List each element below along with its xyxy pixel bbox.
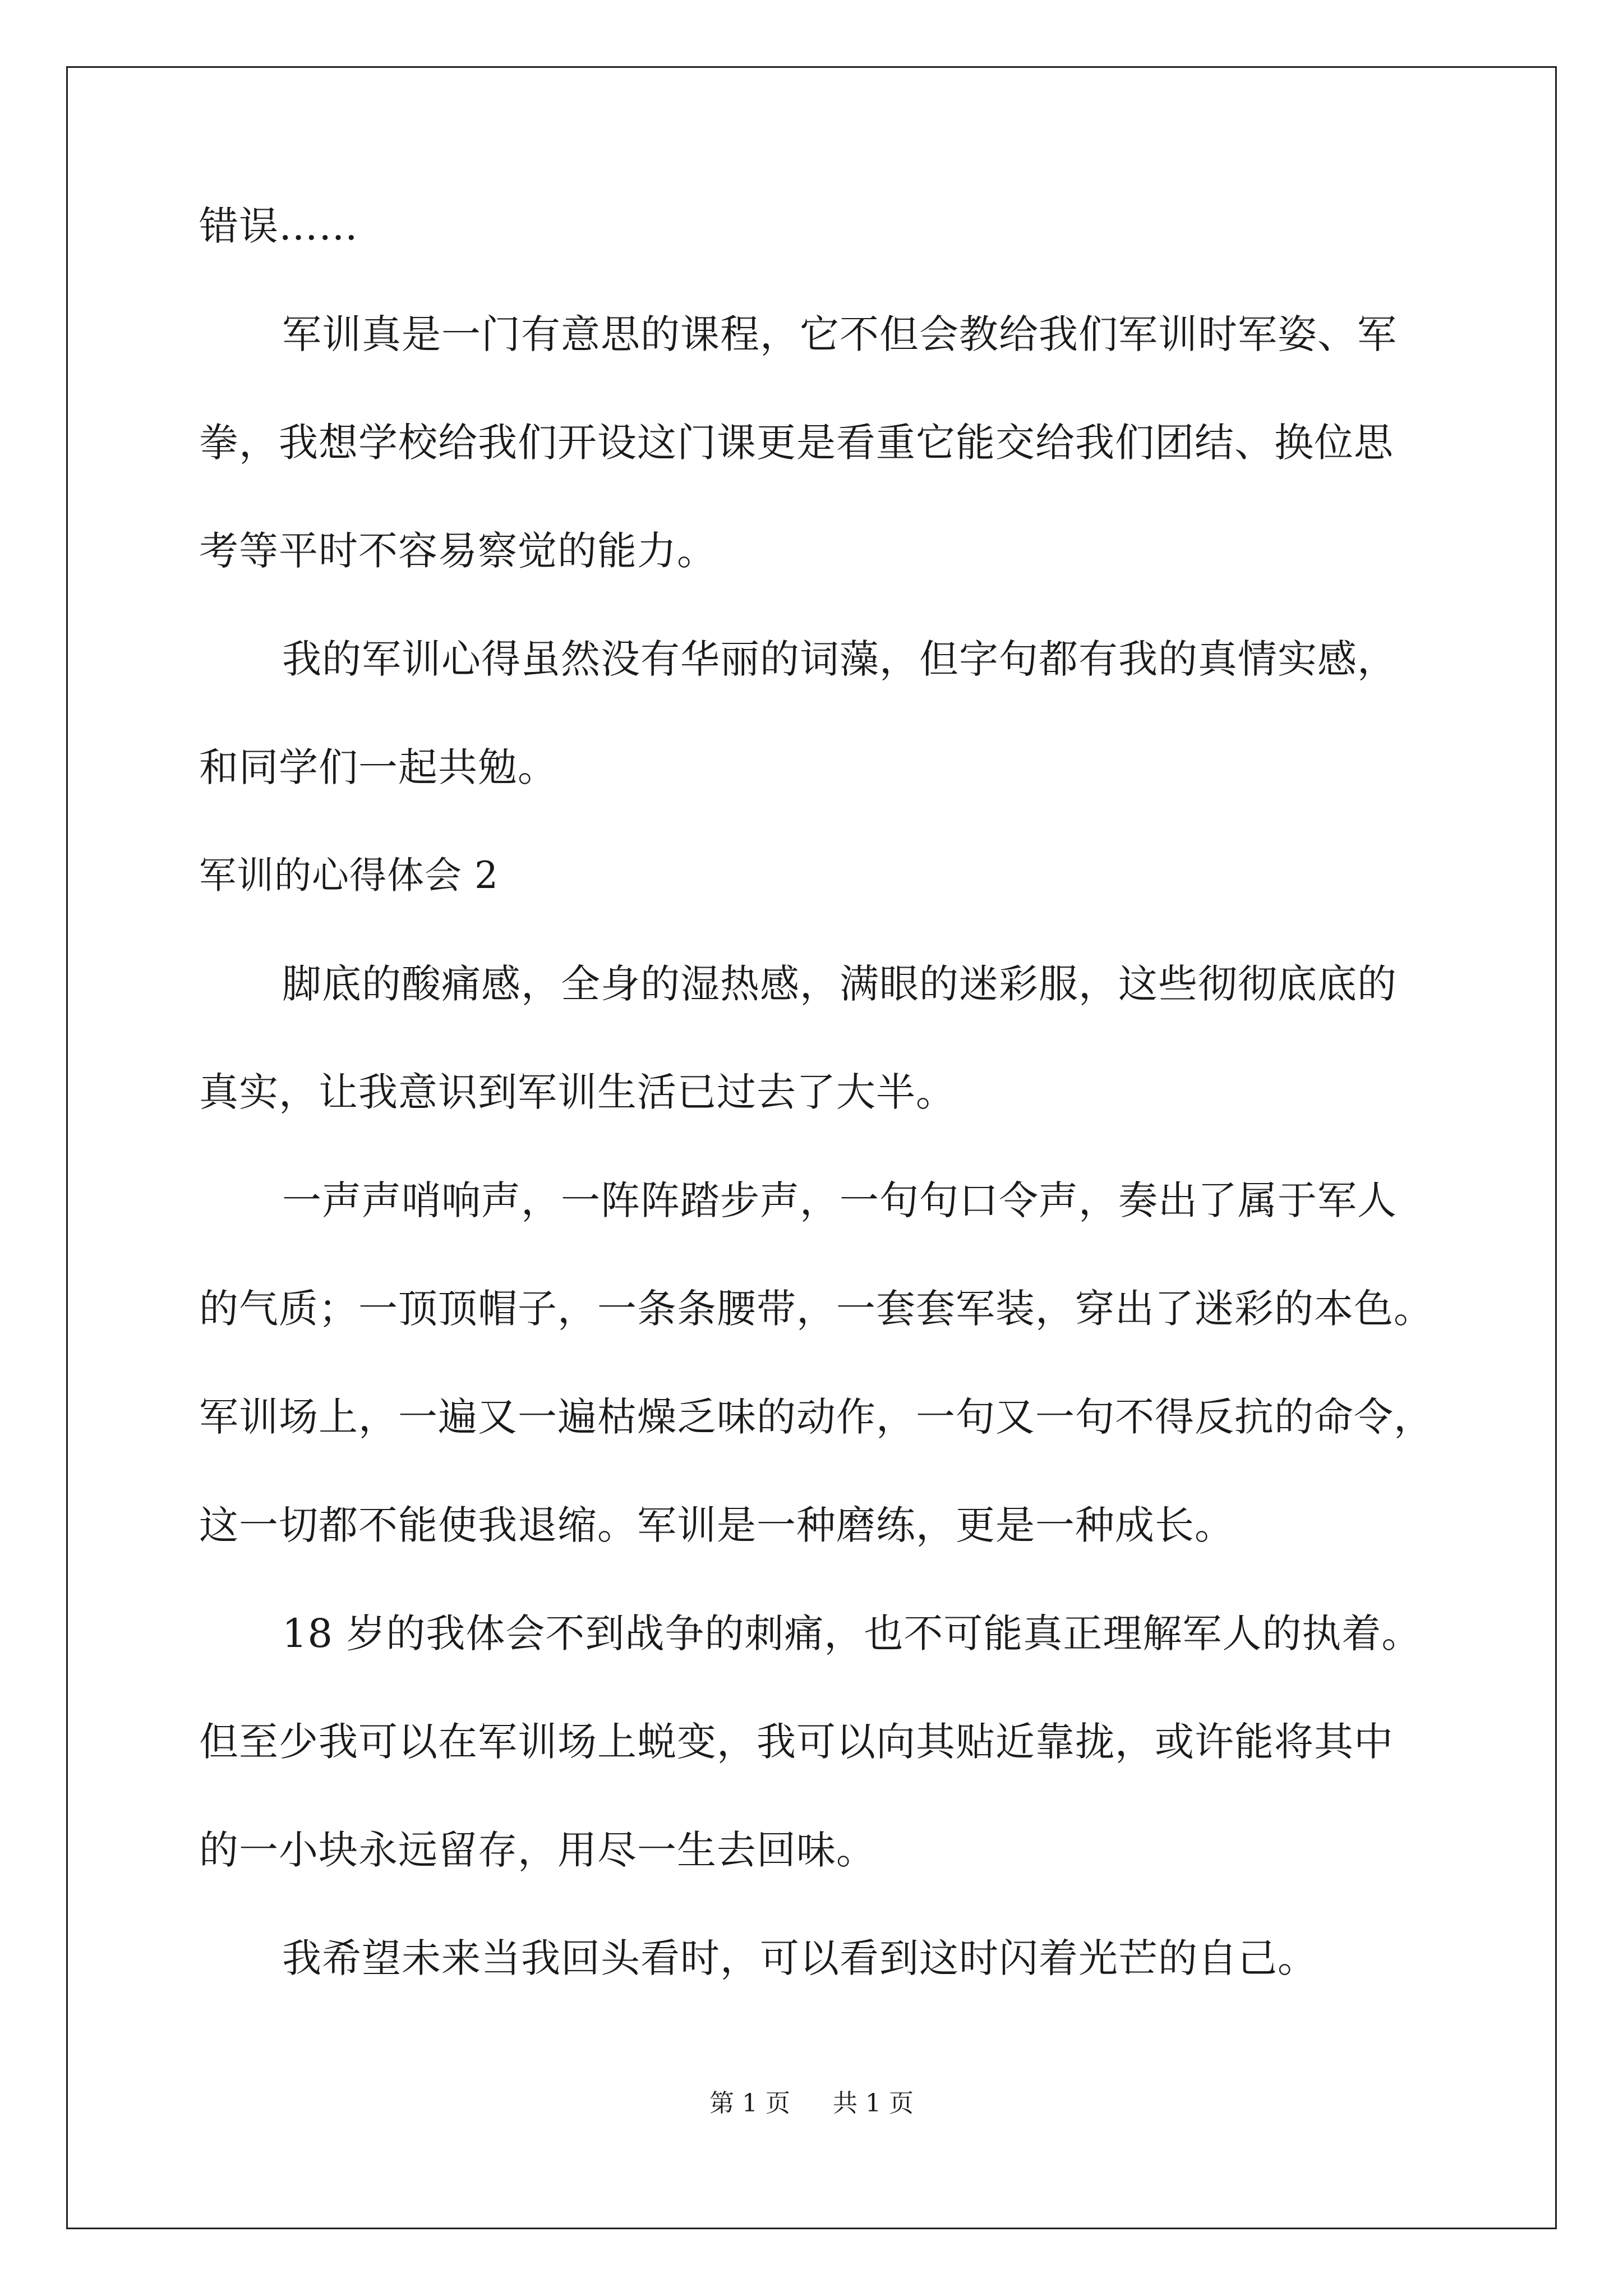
page-number-total: 共 1 页 [833, 2089, 914, 2118]
section-heading: 军训的心得体会 2 [199, 854, 499, 897]
paragraph-first-line: 18 岁的我体会不到战争的刺痛，也不可能真正理解军人的执着。 [282, 1611, 1422, 1657]
document-body [199, 199, 1433, 2040]
text-line: 错误…… [199, 203, 358, 249]
paragraph-first-line: 脚底的酸痛感，全身的湿热感，满眼的迷彩服，这些彻彻底底的 [282, 961, 1397, 1007]
text-line: 和同学们一起共勉。 [199, 744, 557, 790]
paragraph-first-line: 我的军训心得虽然没有华丽的词藻，但字句都有我的真情实感， [282, 636, 1397, 682]
paragraph-first-line: 一声声哨响声，一阵阵踏步声，一句句口令声，奏出了属于军人 [282, 1177, 1397, 1223]
text-line: 考等平时不容易察觉的能力。 [199, 528, 717, 574]
paragraph-first-line: 军训真是一门有意思的课程，它不但会教给我们军训时军姿、军 [282, 311, 1397, 357]
text-line: 军训场上，一遍又一遍枯燥乏味的动作，一句又一句不得反抗的命令， [199, 1394, 1433, 1440]
page-number-current: 第 1 页 [709, 2089, 790, 2118]
text-line: 但至少我可以在军训场上蜕变，我可以向其贴近靠拢，或许能将其中 [199, 1719, 1394, 1765]
paragraph-first-line: 我希望未来当我回头看时，可以看到这时闪着光芒的自己。 [282, 1935, 1317, 1981]
text-line: 的气质；一顶顶帽子，一条条腰带，一套套军装，穿出了迷彩的本色。 [199, 1286, 1433, 1332]
text-line: 的一小块永远留存，用尽一生去回味。 [199, 1827, 876, 1873]
page-footer [0, 2088, 1623, 2119]
text-line: 这一切都不能使我退缩。军训是一种磨练，更是一种成长。 [199, 1502, 1234, 1548]
text-line: 真实，让我意识到军训生活已过去了大半。 [199, 1069, 956, 1115]
text-line: 拳，我想学校给我们开设这门课更是看重它能交给我们团结、换位思 [199, 420, 1394, 466]
